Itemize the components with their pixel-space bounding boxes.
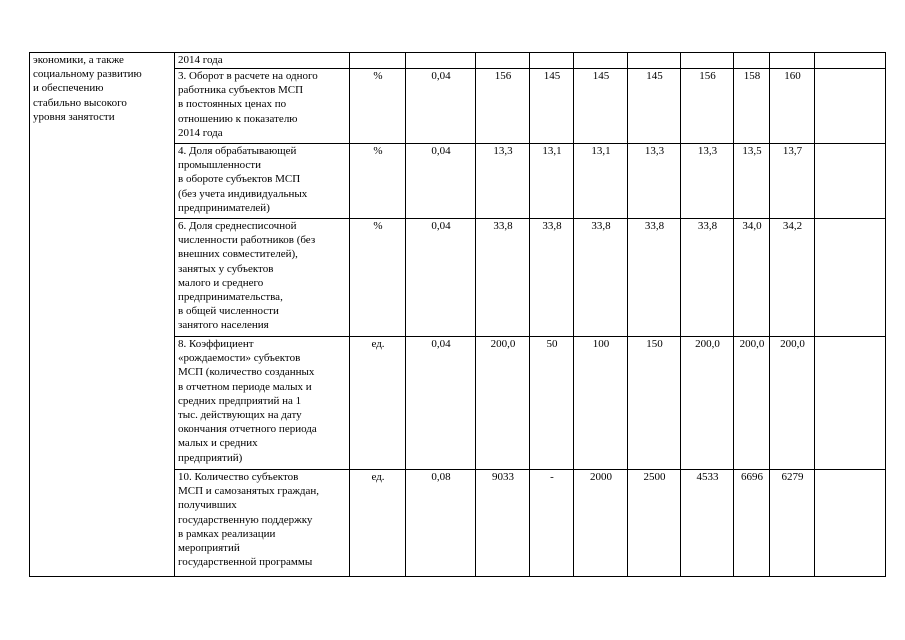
weight-cell: 0,04	[406, 144, 476, 219]
value-cell: 13,5	[734, 144, 770, 219]
value-cell	[770, 53, 815, 69]
empty-cell	[815, 69, 886, 144]
value-cell: 33,8	[530, 219, 574, 337]
indicator-cell: 8. Коэффициент «рождаемости» субъектов МСП (количество созданных в отчетном периоде малых и средних предприятий на 1 тыс. действующих на дату окончания отчетного периода малых и средних предприятий)	[175, 337, 350, 470]
unit-cell: %	[350, 69, 406, 144]
indicator-cell: 3. Оборот в расчете на одного работника субъектов МСП в постоянных ценах по отношению к показателю 2014 года	[175, 69, 350, 144]
value-cell: 145	[628, 69, 681, 144]
value-cell: 2000	[574, 470, 628, 577]
indicator-cell: 6. Доля среднесписочной численности работников (без внешних совместителей), занятых у субъектов малого и среднего предпринимательства, в общей численности занятого населения	[175, 219, 350, 337]
goal-cell: экономики, а также социальному развитию и обеспечению стабильно высокого уровня занятости	[30, 53, 175, 577]
indicator-cell: 2014 года	[175, 53, 350, 69]
value-cell: 160	[770, 69, 815, 144]
unit-cell	[350, 53, 406, 69]
value-cell: 34,2	[770, 219, 815, 337]
weight-cell: 0,04	[406, 337, 476, 470]
empty-cell	[815, 144, 886, 219]
value-cell: 13,7	[770, 144, 815, 219]
value-cell: 33,8	[574, 219, 628, 337]
weight-cell	[406, 53, 476, 69]
value-cell: 13,1	[574, 144, 628, 219]
value-cell: 6279	[770, 470, 815, 577]
value-cell: 13,3	[628, 144, 681, 219]
indicator-cell: 10. Количество субъектов МСП и самозанятых граждан, получивших государственную поддержку в рамках реализации мероприятий государственной программы	[175, 470, 350, 577]
value-cell: 200,0	[734, 337, 770, 470]
unit-cell: ед.	[350, 337, 406, 470]
value-cell: 200,0	[476, 337, 530, 470]
empty-cell	[815, 337, 886, 470]
value-cell: 100	[574, 337, 628, 470]
empty-cell	[815, 53, 886, 69]
value-cell: 200,0	[681, 337, 734, 470]
value-cell: 34,0	[734, 219, 770, 337]
value-cell: 150	[628, 337, 681, 470]
empty-cell	[815, 470, 886, 577]
value-cell: 13,3	[476, 144, 530, 219]
value-cell: 145	[530, 69, 574, 144]
indicators-table	[29, 52, 886, 577]
value-cell	[734, 53, 770, 69]
indicator-cell: 4. Доля обрабатывающей промышленности в обороте субъектов МСП (без учета индивидуальных предпринимателей)	[175, 144, 350, 219]
unit-cell: ед.	[350, 470, 406, 577]
value-cell: 2500	[628, 470, 681, 577]
empty-cell	[815, 219, 886, 337]
value-cell	[628, 53, 681, 69]
value-cell	[574, 53, 628, 69]
weight-cell: 0,08	[406, 470, 476, 577]
value-cell: 13,3	[681, 144, 734, 219]
value-cell: 200,0	[770, 337, 815, 470]
weight-cell: 0,04	[406, 69, 476, 144]
value-cell: 156	[476, 69, 530, 144]
value-cell: 156	[681, 69, 734, 144]
value-cell: -	[530, 470, 574, 577]
weight-cell: 0,04	[406, 219, 476, 337]
unit-cell: %	[350, 219, 406, 337]
value-cell: 50	[530, 337, 574, 470]
value-cell	[530, 53, 574, 69]
value-cell: 4533	[681, 470, 734, 577]
unit-cell: %	[350, 144, 406, 219]
value-cell: 158	[734, 69, 770, 144]
value-cell: 6696	[734, 470, 770, 577]
value-cell	[681, 53, 734, 69]
value-cell: 13,1	[530, 144, 574, 219]
value-cell	[476, 53, 530, 69]
value-cell: 33,8	[628, 219, 681, 337]
value-cell: 9033	[476, 470, 530, 577]
value-cell: 33,8	[476, 219, 530, 337]
table-row	[30, 53, 886, 69]
value-cell: 33,8	[681, 219, 734, 337]
value-cell: 145	[574, 69, 628, 144]
